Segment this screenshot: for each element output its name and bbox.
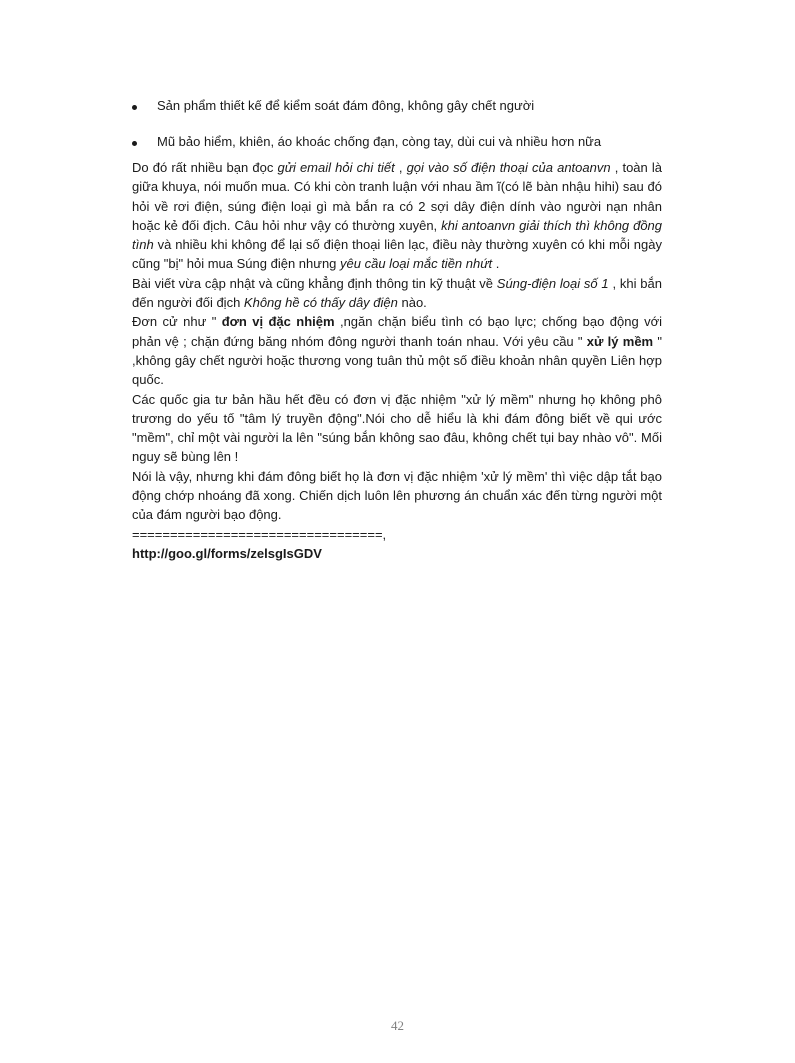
- form-link[interactable]: http://goo.gl/forms/zelsgIsGDV: [132, 545, 322, 561]
- page-number: 42: [391, 1018, 404, 1033]
- paragraph-conclusion: Nói là vậy, nhưng khi đám đông biết họ là đơn vị đặc nhiệm 'xử lý mềm' thì việc dập tắt bạo động chớp nhoáng đã xong. Chiến dịch luôn lên phương án chuẩn xác đến từng người một của đám người bạo động.: [132, 468, 662, 523]
- list-item: [130, 134, 670, 150]
- link-line: [132, 544, 662, 563]
- paragraph-special-unit: [132, 312, 662, 389]
- italic-run: gọi vào số điện thoại của antoanvn: [406, 160, 611, 175]
- text-run: Bài viết vừa cập nhật và cũng khẳng định thông tin kỹ thuật về: [132, 275, 497, 291]
- paragraph-update: [132, 274, 662, 313]
- text-run: Do đó rất nhiều bạn đọc: [132, 160, 278, 175]
- text-run: và nhiều khi không để lại số điện thoại liên lạc, điều này thường xuyên có khi mỗi ngày cũng "bị" hỏi mua Súng điện nhưng: [132, 237, 662, 272]
- text-run: , toàn là giữa khuya, nói muốn mua. Có khi còn tranh luận với nhau ầm ĩ(có lẽ bàn nhậu hihi) sau đó hỏi về rơi điện, súng điện loại gì mà bắn ra có 2 sợi dây điện dính vào người nạn nhân hoặc kẻ đối địch. Câu hỏi như vậy có thường xuyên,: [132, 160, 662, 233]
- bullet-icon: [132, 105, 137, 110]
- separator-line: =================================,: [132, 526, 387, 542]
- paragraph-readers: [132, 158, 662, 274]
- italic-run: Không hề có thấy dây điện: [243, 295, 398, 311]
- bullet-text: Mũ bảo hiểm, khiên, áo khoác chống đạn, còng tay, dùi cui và nhiều hơn nữa: [157, 134, 602, 149]
- text-run: nào.: [397, 295, 427, 311]
- bold-run: xử lý mềm: [586, 333, 654, 349]
- italic-run: gửi email hỏi chi tiết: [277, 160, 395, 175]
- text-run: ,ngăn chặn biểu tình có bạo lực; chống bạo động với phản vệ ; chặn đứng băng nhóm đông người thanh toán nhau. Với yêu cầu ": [132, 314, 662, 349]
- italic-run: yêu cầu loại mắc tiền nhứt: [340, 256, 493, 272]
- body-text: [132, 158, 662, 563]
- text-run: , khi bắn đến người đối địch: [132, 275, 662, 311]
- text-run: Đơn cử như ": [132, 314, 222, 330]
- paragraph-capitalist-countries: Các quốc gia tư bản hầu hết đều có đơn vị đặc nhiệm "xử lý mềm" nhưng họ không phô trương do yếu tố "tâm lý truyền động".Nói cho dễ hiểu là khi đám đông biết về qui ước "mềm", chỉ một vài người la lên "súng bắn không sao đâu, không chết tụi bay nhào vô". Mối nguy sẽ bùng lên !: [132, 391, 662, 465]
- text-run: ,: [394, 160, 407, 175]
- bullet-text: Sản phẩm thiết kế để kiểm soát đám đông, không gây chết người: [157, 98, 535, 113]
- italic-run: khi antoanvn giải thích thì không đồng tình: [132, 217, 663, 253]
- bullet-icon: [132, 141, 137, 146]
- text-run: .: [492, 256, 500, 272]
- italic-run: Súng-điện loại số 1: [496, 275, 609, 291]
- list-item: [130, 98, 670, 114]
- text-run: " ,không gây chết người hoặc thương vong tuân thủ một số điều khoản nhân quyền Liên hợp quốc.: [132, 333, 662, 388]
- bold-run: đơn vị đặc nhiệm: [221, 314, 335, 330]
